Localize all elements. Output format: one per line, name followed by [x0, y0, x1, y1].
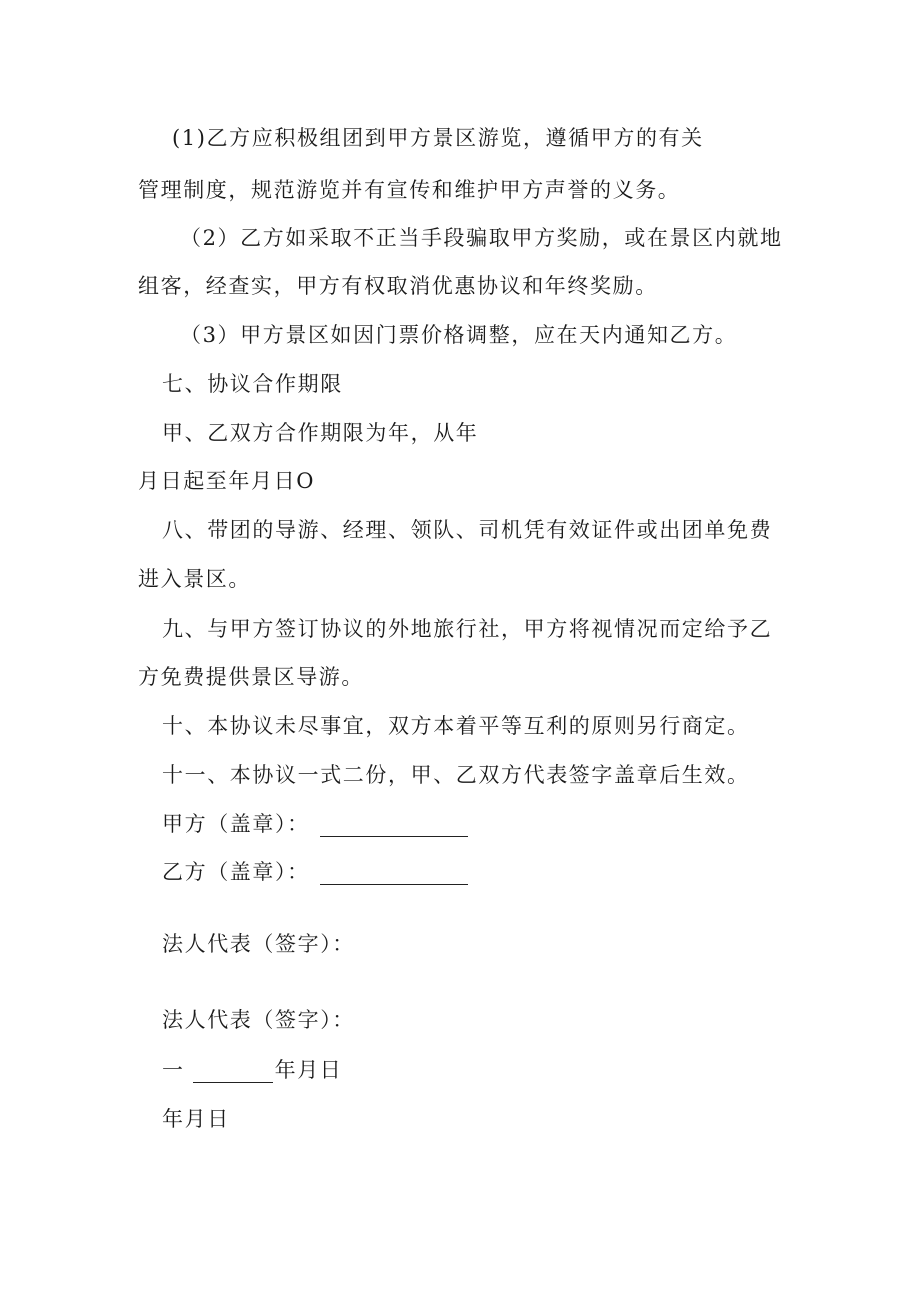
date-a-row: [162, 1057, 342, 1083]
party-a-seal-label: 甲方（盖章）：: [162, 812, 310, 836]
clause6-item1-line2: 管理制度，规范游览并有宣传和维护甲方声誉的义务。: [138, 178, 681, 202]
clause7-line1: 甲、乙双方合作期限为年，从年: [162, 421, 479, 445]
clause6-item3: （3）甲方景区如因门票价格调整，应在天内通知乙方。: [180, 323, 738, 347]
clause6-item2-line1: （2）乙方如采取不正当手段骗取甲方奖励，或在景区内就地: [180, 226, 783, 250]
party-b-seal-row: [162, 859, 468, 885]
clause8-line1: 八、带团的导游、经理、领队、司机凭有效证件或出团单免费: [162, 518, 773, 542]
clause8-line2: 进入景区。: [138, 567, 251, 591]
clause6-item1-line1: (1)乙方应积极组团到甲方景区游览，遵循甲方的有关: [172, 126, 704, 150]
date-a-suffix: 年月日: [274, 1058, 343, 1082]
clause6-item2-line2: 组客，经查实，甲方有权取消优惠协议和年终奖励。: [138, 274, 658, 298]
legal-rep-b: 法人代表（签字）：: [162, 1008, 355, 1032]
party-a-seal-blank: [320, 816, 468, 837]
clause10: 十、本协议未尽事宜，双方本着平等互利的原则另行商定。: [162, 714, 750, 738]
party-b-seal-blank: [320, 864, 468, 885]
date-b: 年月日: [162, 1107, 230, 1131]
clause9-line2: 方免费提供景区导游。: [138, 665, 364, 689]
clause11: 十一、本协议一式二份，甲、乙双方代表签字盖章后生效。: [162, 763, 750, 787]
date-a-blank: [193, 1062, 273, 1083]
clause9-line1: 九、与甲方签订协议的外地旅行社，甲方将视情况而定给予乙: [162, 617, 773, 641]
party-b-seal-label: 乙方（盖章）：: [162, 860, 310, 884]
legal-rep-a: 法人代表（签字）：: [162, 932, 355, 956]
date-a-prefix: 一: [162, 1058, 185, 1082]
party-a-seal-row: [162, 811, 468, 837]
clause7-title: 七、协议合作期限: [162, 372, 343, 396]
clause7-line2: 月日起至年月日O: [138, 469, 316, 493]
